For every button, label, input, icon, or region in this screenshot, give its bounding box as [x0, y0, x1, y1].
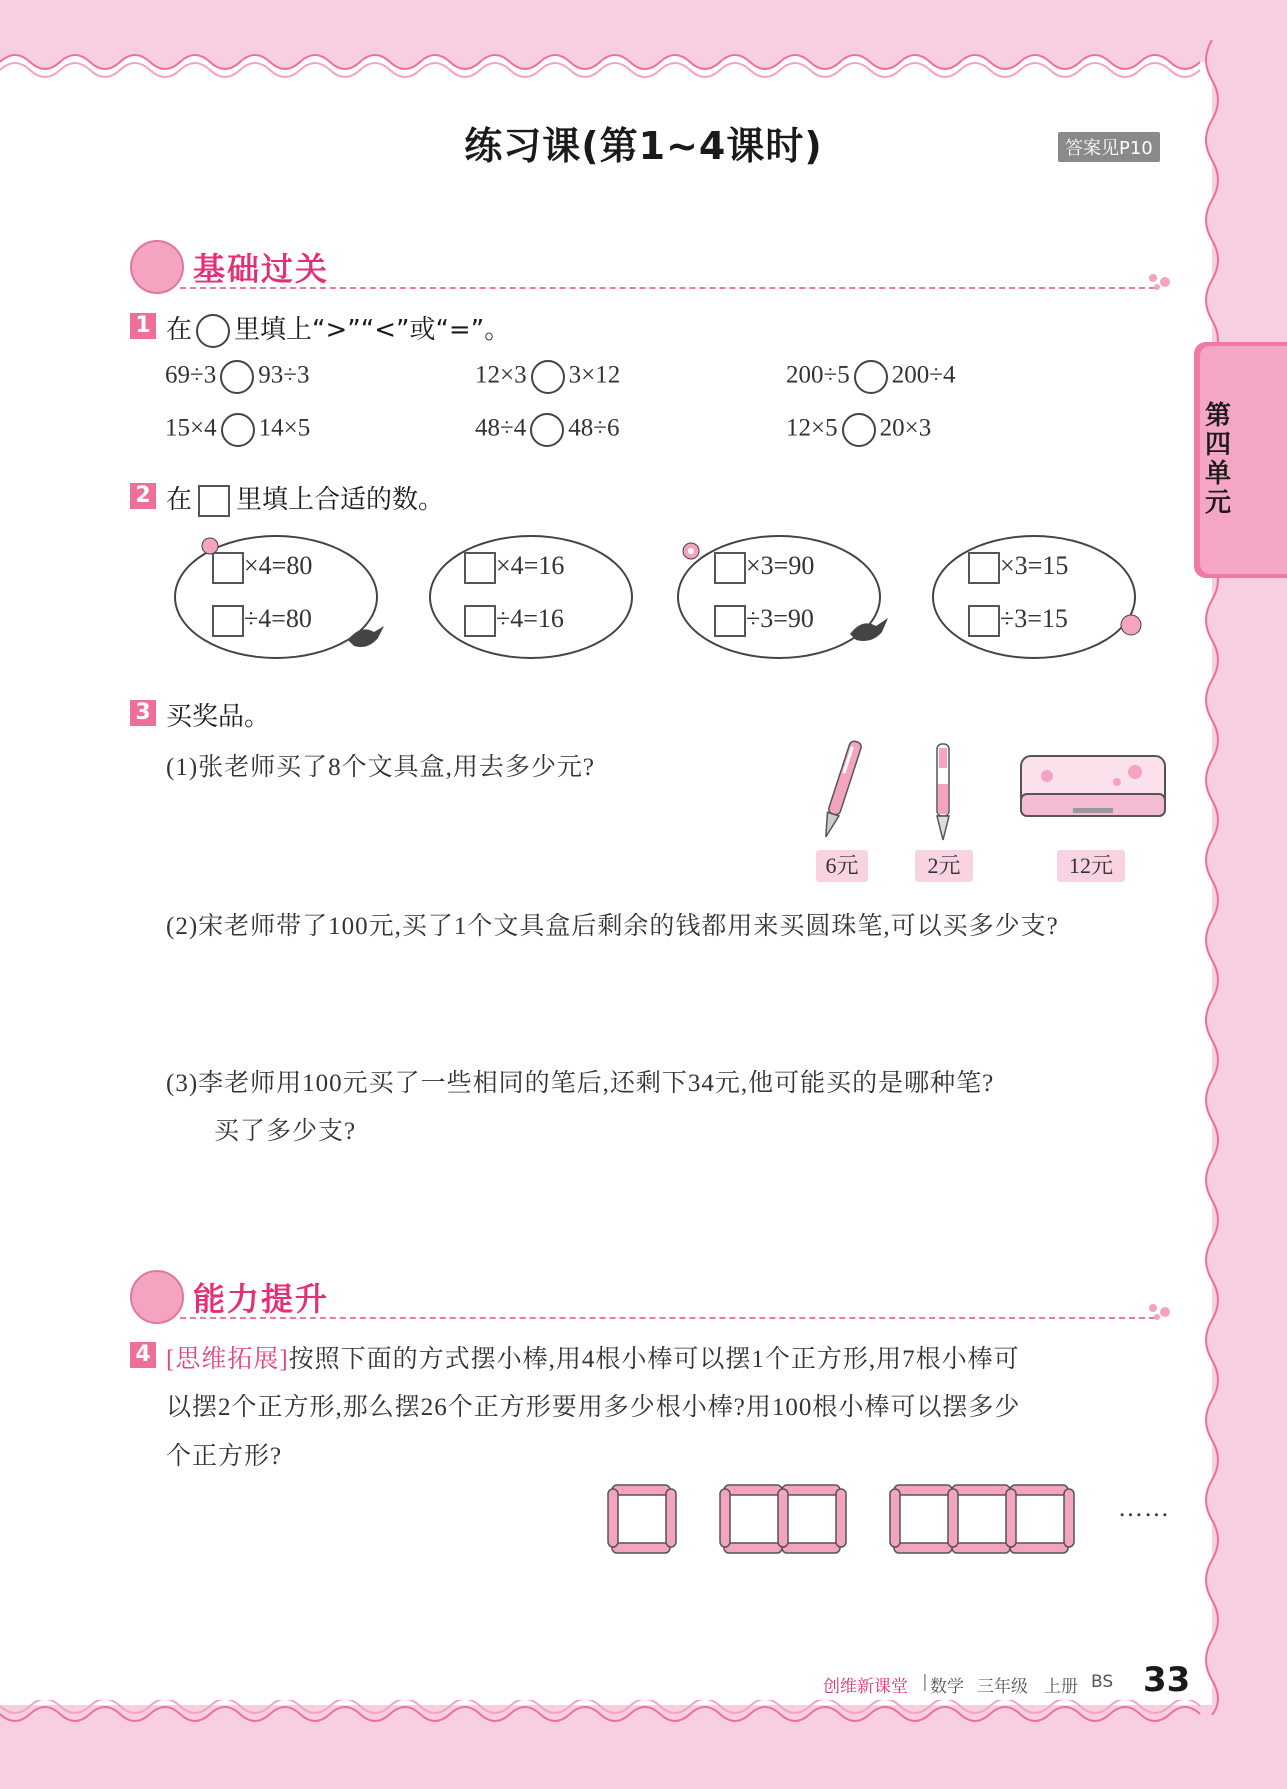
circle-placeholder-icon [196, 314, 230, 348]
compare-left: 12×5 [786, 414, 838, 442]
pencil-box-icon [1017, 752, 1169, 822]
page-title: 练习课(第1~4课时) [464, 124, 823, 168]
compare-right: 14×5 [258, 414, 311, 442]
right-wave-border [1196, 40, 1236, 1715]
footer-volume: 上册 [1044, 1677, 1078, 1697]
decor-dots-icon [1145, 272, 1175, 292]
ballpoint-pen-icon [928, 740, 958, 844]
question-3-sub-2: (2)宋老师带了100元,买了1个文具盒后剩余的钱都用来买圆珠笔,可以买多少支? [166, 913, 1059, 940]
question-3-sub-3-line1: (3)李老师用100元买了一些相同的笔后,还剩下34元,他可能买的是哪种笔? [166, 1070, 995, 1097]
equation-row [212, 604, 312, 637]
question-2-prompt [166, 479, 444, 517]
unit-side-tab-label: 第四单元 [1204, 401, 1231, 518]
answer-box[interactable] [714, 552, 746, 584]
section-title-basic: 基础过关 [193, 250, 330, 288]
answer-box[interactable] [968, 552, 1000, 584]
answer-circle[interactable] [531, 360, 565, 394]
question-1-prompt-b: 里填上“>”“<”或“=”。 [234, 315, 511, 345]
continuation-ellipsis: …… [1118, 1495, 1170, 1522]
equation-row [968, 551, 1068, 584]
compare-right: 48÷6 [568, 414, 620, 442]
section-divider [180, 1317, 1155, 1319]
compare-left: 200÷5 [786, 361, 850, 389]
compare-item [165, 413, 310, 447]
equation-text: ÷3=15 [1000, 604, 1068, 633]
equation-row [464, 604, 564, 637]
question-4-line2: 以摆2个正方形,那么摆26个正方形要用多少根小棒?用100根小棒可以摆多少 [166, 1394, 1021, 1421]
swallow-bird-icon [346, 620, 386, 654]
answer-circle[interactable] [842, 413, 876, 447]
rose-icon [1118, 612, 1144, 638]
flower-icon [676, 536, 706, 566]
answer-box[interactable] [464, 605, 496, 637]
compare-item [475, 360, 620, 394]
footer-grade: 三年级 [977, 1677, 1028, 1697]
price-label: 6元 [816, 850, 868, 882]
footer-brand: 创维新课堂 [823, 1677, 908, 1697]
question-3-sub-3-line2: 买了多少支? [214, 1118, 357, 1145]
equation-text: ×4=16 [496, 551, 565, 580]
question-2-prompt-a: 在 [166, 485, 193, 515]
answer-circle[interactable] [530, 413, 564, 447]
girl-mascot-icon [130, 240, 184, 294]
compare-item [475, 413, 619, 447]
bottom-wave-border [0, 1700, 1212, 1740]
matchstick-squares-figure [606, 1483, 1086, 1555]
answer-box[interactable] [464, 552, 496, 584]
answer-box[interactable] [968, 605, 1000, 637]
equation-text: ÷4=16 [496, 604, 564, 633]
question-number: 3 [130, 700, 156, 726]
section-title-advanced: 能力提升 [193, 1280, 330, 1318]
question-3-prompt: 买奖品。 [166, 702, 271, 732]
answer-circle[interactable] [221, 413, 255, 447]
question-1-prompt [166, 309, 510, 348]
equation-text: ÷4=80 [244, 604, 312, 633]
compare-right: 20×3 [879, 414, 932, 442]
thinking-tag: [思维拓展] [166, 1346, 289, 1373]
compare-left: 15×4 [165, 414, 217, 442]
answer-reference-badge: 答案见P10 [1058, 132, 1160, 162]
question-number: 2 [130, 483, 156, 509]
price-label: 2元 [915, 850, 973, 882]
equation-row [714, 604, 814, 637]
answer-box[interactable] [212, 605, 244, 637]
equation-text: ×4=80 [244, 551, 313, 580]
flower-icon [190, 532, 230, 560]
equation-text: ÷3=90 [746, 604, 814, 633]
compare-left: 69÷3 [165, 361, 217, 389]
footer-subject: 数学 [930, 1677, 964, 1697]
answer-circle[interactable] [854, 360, 888, 394]
equation-text: ×3=15 [1000, 551, 1069, 580]
decor-dots-icon [1145, 1302, 1175, 1322]
question-4-line1 [166, 1339, 1020, 1375]
square-placeholder-icon [198, 485, 230, 517]
compare-item [786, 413, 931, 447]
fountain-pen-icon [815, 735, 865, 845]
compare-right: 93÷3 [258, 361, 310, 389]
footer-edition: BS [1091, 1672, 1114, 1692]
question-2-prompt-b: 里填上合适的数。 [236, 485, 445, 515]
page-number: 33 [1143, 1660, 1191, 1700]
compare-item [165, 360, 309, 394]
compare-left: 12×3 [475, 361, 527, 389]
question-number: 4 [130, 1342, 156, 1368]
equation-row [968, 604, 1068, 637]
compare-left: 48÷4 [475, 414, 527, 442]
top-wave-border [0, 40, 1212, 80]
equation-row [464, 551, 564, 584]
answer-circle[interactable] [220, 360, 254, 394]
question-number: 1 [130, 313, 156, 339]
equation-row [714, 551, 814, 584]
section-divider [180, 287, 1155, 289]
compare-item [786, 360, 955, 394]
swallow-bird-icon [848, 612, 890, 648]
question-4-line1-text: 按照下面的方式摆小棒,用4根小棒可以摆1个正方形,用7根小棒可 [288, 1346, 1020, 1373]
compare-right: 3×12 [568, 361, 621, 389]
question-1-prompt-a: 在 [166, 315, 193, 345]
price-label: 12元 [1057, 850, 1125, 882]
monkey-mascot-icon [130, 1270, 184, 1324]
compare-right: 200÷4 [891, 361, 956, 389]
equation-text: ×3=90 [746, 551, 815, 580]
answer-box[interactable] [714, 605, 746, 637]
question-4-line3: 个正方形? [166, 1443, 283, 1470]
question-3-sub-1: (1)张老师买了8个文具盒,用去多少元? [166, 754, 595, 781]
footer-separator: | [922, 1672, 928, 1692]
